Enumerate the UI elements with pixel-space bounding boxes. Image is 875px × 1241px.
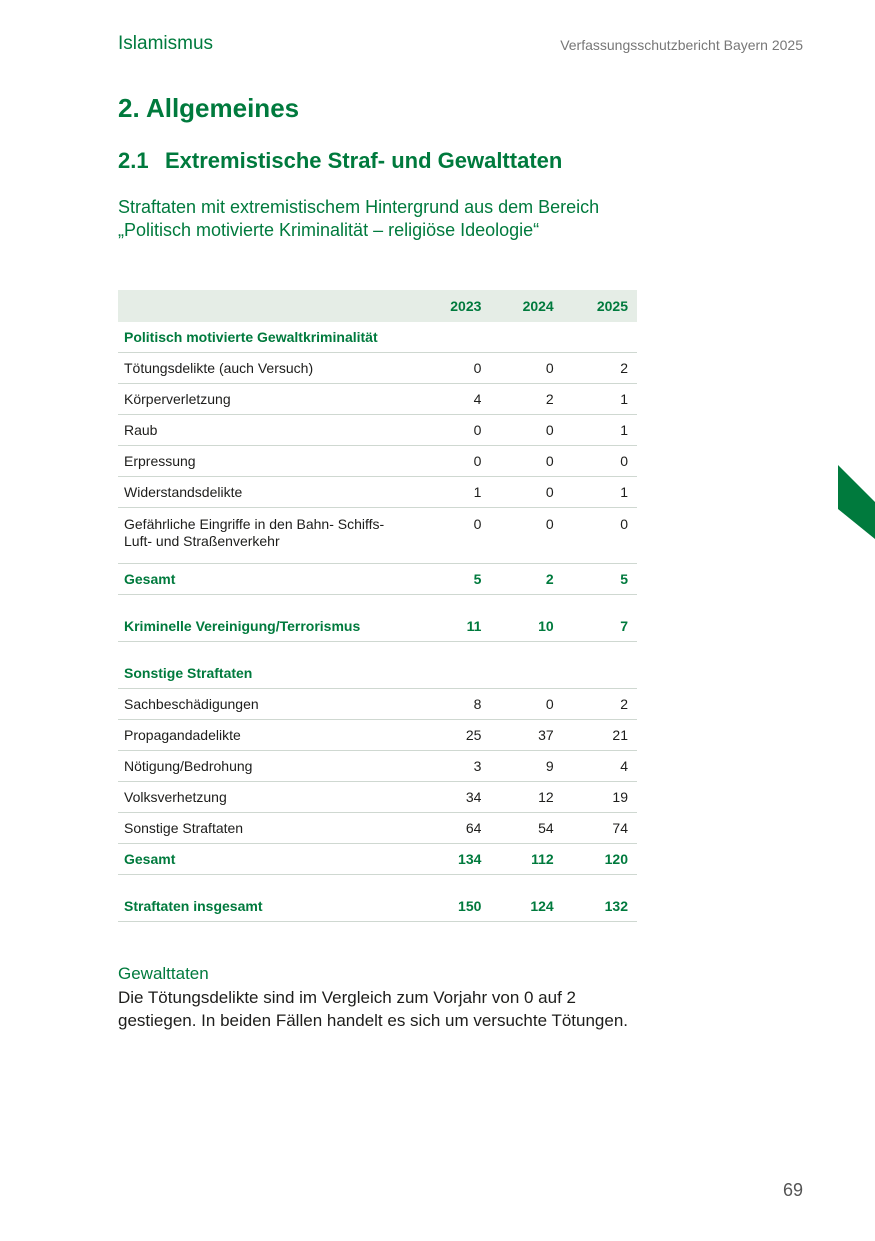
cell-value: 0 bbox=[409, 353, 481, 384]
row-label: Sachbeschädigungen bbox=[118, 689, 409, 720]
cell-value: 1 bbox=[554, 477, 637, 508]
chapter-heading: 2. Allgemeines bbox=[118, 93, 300, 123]
cell-value: 4 bbox=[409, 384, 481, 415]
row-label: Kriminelle Vereinigung/Terrorismus bbox=[118, 611, 409, 642]
cell-value: 3 bbox=[409, 751, 481, 782]
spacer-row bbox=[118, 642, 637, 659]
row-label: Gesamt bbox=[118, 564, 409, 595]
total-row bbox=[118, 844, 637, 875]
page-number: 69 bbox=[782, 1180, 803, 1200]
table-header-row bbox=[118, 290, 637, 322]
row-label: Raub bbox=[118, 415, 409, 446]
table-row bbox=[118, 508, 637, 564]
section-number: 2.1 bbox=[118, 148, 149, 173]
cell-value: 0 bbox=[481, 508, 553, 564]
table-row bbox=[118, 751, 637, 782]
row-label: Nötigung/Bedrohung bbox=[118, 751, 409, 782]
cell-value: 0 bbox=[481, 477, 553, 508]
table-row bbox=[118, 689, 637, 720]
running-header-publication: Verfassungsschutzbericht Bayern 2025 bbox=[560, 37, 803, 53]
section-heading bbox=[118, 148, 562, 174]
cell-value: 74 bbox=[554, 813, 637, 844]
row-label: Gefährliche Eingriffe in den Bahn- Schiffs- Luft- und Straßenverkehr bbox=[118, 508, 409, 564]
cell-value: 64 bbox=[409, 813, 481, 844]
year-header: 2024 bbox=[522, 298, 554, 314]
cell-value: 1 bbox=[409, 477, 481, 508]
cell-value: 2 bbox=[481, 564, 553, 595]
gewalttaten-title: Gewalttaten bbox=[118, 964, 209, 983]
terror-row bbox=[118, 611, 637, 642]
cell-value: 21 bbox=[554, 720, 637, 751]
cell-value: 0 bbox=[481, 446, 553, 477]
section-row-violence bbox=[118, 322, 637, 353]
year-header: 2025 bbox=[596, 298, 628, 314]
table-row bbox=[118, 384, 637, 415]
cell-value: 0 bbox=[409, 508, 481, 564]
cell-value: 19 bbox=[554, 782, 637, 813]
cell-value: 4 bbox=[554, 751, 637, 782]
table-row bbox=[118, 477, 637, 508]
table-row bbox=[118, 720, 637, 751]
table-title: Straftaten mit extremistischem Hintergrund aus dem Bereich „Politisch motivierte Kriminalität – religiöse Ideologie“ bbox=[118, 197, 600, 240]
spacer-row bbox=[118, 595, 637, 612]
cell-value: 25 bbox=[409, 720, 481, 751]
cell-value: 132 bbox=[554, 891, 637, 922]
cell-value: 7 bbox=[554, 611, 637, 642]
cell-value: 37 bbox=[481, 720, 553, 751]
cell-value: 0 bbox=[481, 689, 553, 720]
cell-value: 1 bbox=[554, 415, 637, 446]
section-title: Extremistische Straf- und Gewalttaten bbox=[165, 148, 563, 173]
cell-value: 2 bbox=[554, 353, 637, 384]
row-label: Sonstige Straftaten bbox=[118, 813, 409, 844]
header-empty-cell bbox=[118, 290, 409, 322]
cell-value: 0 bbox=[554, 446, 637, 477]
cell-value: 0 bbox=[481, 353, 553, 384]
chapter-tab-marker bbox=[838, 465, 875, 539]
grand-total-row bbox=[118, 891, 637, 922]
row-label: Straftaten insgesamt bbox=[118, 891, 409, 922]
gewalttaten-paragraph: Die Tötungsdelikte sind im Vergleich zum Vorjahr von 0 auf 2 gestiegen. In beiden Fällen handelt es sich um versuchte Tötungen. bbox=[118, 988, 629, 1030]
row-label: Gesamt bbox=[118, 844, 409, 875]
cell-value: 0 bbox=[481, 415, 553, 446]
cell-value: 150 bbox=[409, 891, 481, 922]
section-row-other bbox=[118, 658, 637, 689]
table-row bbox=[118, 813, 637, 844]
cell-value: 2 bbox=[554, 689, 637, 720]
cell-value: 0 bbox=[554, 508, 637, 564]
cell-value: 0 bbox=[409, 446, 481, 477]
cell-value: 9 bbox=[481, 751, 553, 782]
cell-value: 11 bbox=[409, 611, 481, 642]
section-label: Politisch motivierte Gewaltkriminalität bbox=[118, 322, 409, 353]
cell-value: 112 bbox=[481, 844, 553, 875]
cell-value: 8 bbox=[409, 689, 481, 720]
cell-value: 54 bbox=[481, 813, 553, 844]
row-label: Propagandadelikte bbox=[118, 720, 409, 751]
crime-statistics-table bbox=[118, 290, 637, 922]
row-label: Volksverhetzung bbox=[118, 782, 409, 813]
cell-value: 34 bbox=[409, 782, 481, 813]
cell-value: 12 bbox=[481, 782, 553, 813]
cell-value: 124 bbox=[481, 891, 553, 922]
cell-value: 2 bbox=[481, 384, 553, 415]
cell-value: 10 bbox=[481, 611, 553, 642]
year-header: 2023 bbox=[450, 298, 482, 314]
spacer-row bbox=[118, 875, 637, 892]
row-label: Widerstandsdelikte bbox=[118, 477, 409, 508]
row-label: Tötungsdelikte (auch Versuch) bbox=[118, 353, 409, 384]
section-label: Sonstige Straftaten bbox=[118, 658, 409, 689]
table-row bbox=[118, 353, 637, 384]
row-label: Körperverletzung bbox=[118, 384, 409, 415]
cell-value: 5 bbox=[409, 564, 481, 595]
cell-value: 1 bbox=[554, 384, 637, 415]
cell-value: 0 bbox=[409, 415, 481, 446]
table-row bbox=[118, 446, 637, 477]
table-row bbox=[118, 415, 637, 446]
running-header-section: Islamismus bbox=[118, 33, 214, 54]
total-row bbox=[118, 564, 637, 595]
cell-value: 5 bbox=[554, 564, 637, 595]
cell-value: 120 bbox=[554, 844, 637, 875]
row-label: Erpressung bbox=[118, 446, 409, 477]
cell-value: 134 bbox=[409, 844, 481, 875]
table-row bbox=[118, 782, 637, 813]
